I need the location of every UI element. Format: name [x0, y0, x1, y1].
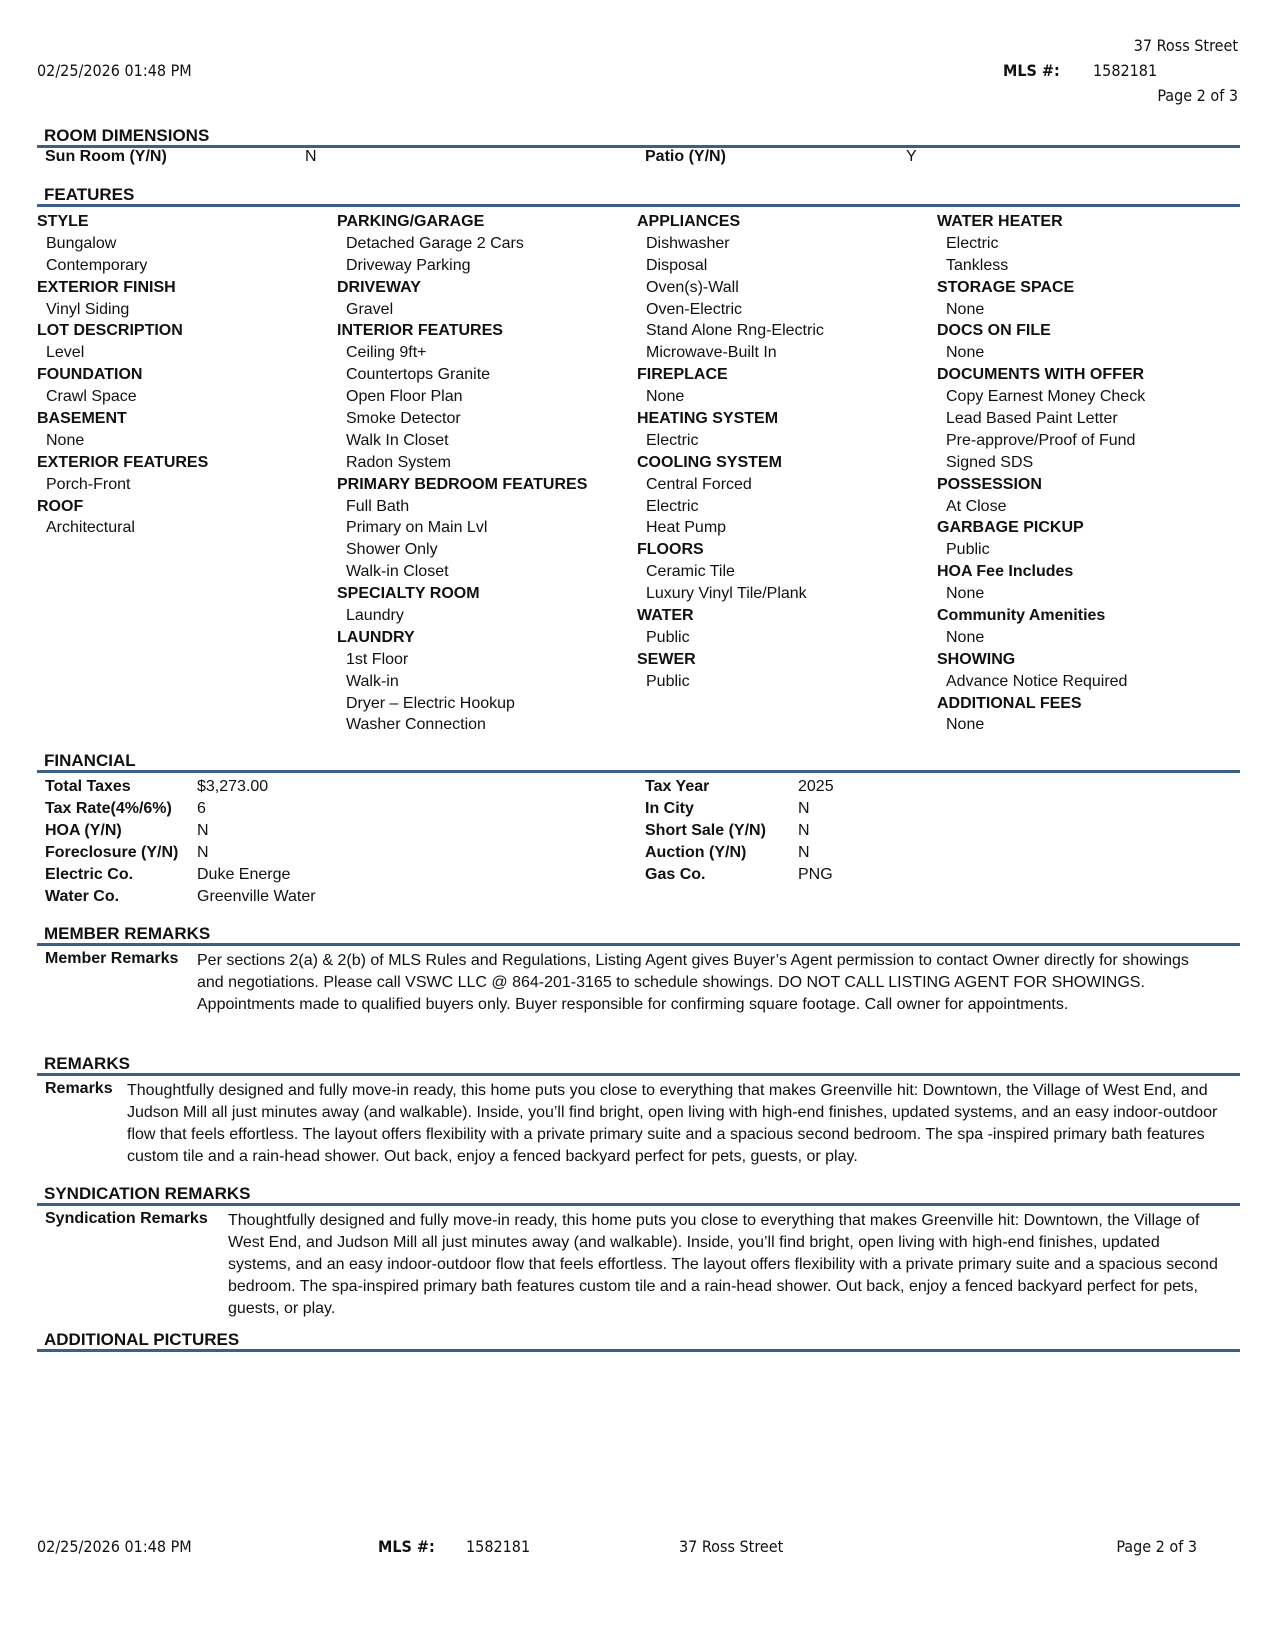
financial-label: Gas Co. — [645, 865, 706, 883]
feature-item: Bungalow — [46, 234, 117, 252]
feature-item: Level — [46, 344, 85, 362]
feature-category: POSSESSION — [937, 475, 1042, 493]
financial-value: 2025 — [798, 778, 834, 795]
feature-category: PARKING/GARAGE — [337, 213, 485, 230]
feature-item: Open Floor Plan — [346, 388, 463, 406]
room-dimensions-rule — [37, 145, 1240, 148]
feature-item: 1st Floor — [346, 650, 409, 668]
feature-item: Oven-Electric — [646, 300, 743, 318]
feature-item: Gravel — [346, 300, 394, 318]
feature-item: Electric — [646, 431, 699, 449]
financial-value: N — [798, 843, 810, 861]
feature-category: SPECIALTY ROOM — [337, 585, 480, 603]
feature-item: Heat Pump — [646, 519, 727, 537]
financial-value: Greenville Water — [197, 887, 316, 905]
financial-label: Water Co. — [45, 887, 120, 905]
feature-item: Dishwasher — [646, 234, 730, 252]
feature-item: Oven(s)-Wall — [646, 278, 739, 296]
footer-page: Page 2 of 3 — [1116, 1537, 1197, 1556]
header-page: Page 2 of 3 — [1157, 86, 1238, 105]
feature-item: None — [946, 585, 985, 603]
financial-label: In City — [645, 799, 694, 817]
feature-item: Detached Garage 2 Cars — [346, 234, 524, 252]
feature-category: WATER — [637, 607, 694, 625]
feature-category: LAUNDRY — [337, 628, 415, 646]
feature-category: BASEMENT — [37, 410, 127, 428]
financial-value: N — [798, 821, 810, 839]
sun-room-value: N — [305, 148, 317, 165]
feature-item: Central Forced — [646, 475, 752, 493]
feature-item: Crawl Space — [46, 388, 137, 406]
feature-category: APPLIANCES — [637, 213, 741, 230]
feature-item: Luxury Vinyl Tile/Plank — [646, 585, 807, 603]
feature-item: None — [646, 388, 685, 406]
feature-item: Walk In Closet — [346, 431, 449, 449]
member-remarks-title: MEMBER REMARKS — [44, 924, 211, 943]
financial-label: Foreclosure (Y/N) — [45, 843, 179, 861]
feature-category: EXTERIOR FINISH — [37, 278, 176, 296]
remarks-title: REMARKS — [44, 1054, 130, 1073]
feature-item: Driveway Parking — [346, 256, 471, 274]
sun-room-label: Sun Room (Y/N) — [45, 148, 167, 165]
header-timestamp: 02/25/2026 01:48 PM — [37, 61, 192, 80]
features-title: FEATURES — [44, 185, 135, 204]
feature-category: GARBAGE PICKUP — [937, 519, 1084, 537]
syndication-remarks-rule — [37, 1203, 1240, 1206]
feature-category: WATER HEATER — [937, 213, 1063, 230]
feature-category: DOCS ON FILE — [937, 322, 1051, 340]
additional-pictures-title: ADDITIONAL PICTURES — [44, 1330, 240, 1349]
feature-item: Countertops Granite — [346, 366, 491, 384]
financial-value: 6 — [197, 799, 206, 817]
footer-address: 37 Ross Street — [679, 1537, 784, 1556]
feature-category: COOLING SYSTEM — [637, 453, 782, 471]
feature-item: Primary on Main Lvl — [346, 519, 488, 537]
features-rule — [37, 204, 1240, 207]
feature-category: STYLE — [37, 213, 89, 230]
feature-item: Walk-in Closet — [346, 563, 449, 581]
remarks-text: Thoughtfully designed and fully move-in ready, this home puts you close to everything that makes Greenville hit: Downtown, the Village of West End, and Judson Mill all just minutes away (and walkable). Inside, you’ll find bright, open living with high-end finishes, updated systems, and an easy indoor-outdoor flow that feels effortless. The layout offers flexibility with a private primary suite and a spacious second bedroom. The spa -inspired primary bath features custom tile and a rain-head shower. Out back, enjoy a fenced backyard perfect for pets, guests, or play. — [127, 1082, 1218, 1165]
feature-item: Lead Based Paint Letter — [946, 410, 1118, 428]
feature-item: Microwave-Built In — [646, 344, 777, 362]
feature-item: Public — [646, 628, 690, 646]
feature-category: ADDITIONAL FEES — [937, 694, 1082, 712]
feature-item: Contemporary — [46, 256, 148, 274]
feature-item: Pre-approve/Proof of Fund — [946, 431, 1136, 449]
feature-category: FOUNDATION — [37, 366, 143, 384]
feature-item: Stand Alone Rng-Electric — [646, 322, 824, 340]
feature-item: Full Bath — [346, 497, 410, 515]
remarks-rule — [37, 1073, 1240, 1076]
feature-category: Community Amenities — [937, 607, 1106, 625]
feature-item: Disposal — [646, 256, 708, 274]
header-mls-number: 1582181 — [1093, 61, 1158, 80]
feature-category: DOCUMENTS WITH OFFER — [937, 366, 1145, 384]
feature-category: HEATING SYSTEM — [637, 410, 779, 428]
feature-item: Copy Earnest Money Check — [946, 388, 1146, 406]
feature-item: Walk-in — [346, 672, 399, 690]
feature-item: Ceramic Tile — [646, 563, 735, 581]
feature-item: Ceiling 9ft+ — [346, 344, 427, 362]
header-mls-label: MLS #: — [1003, 61, 1060, 80]
feature-item: Signed SDS — [946, 453, 1034, 471]
feature-category: DRIVEWAY — [337, 278, 421, 296]
syndication-remarks-label: Syndication Remarks — [45, 1210, 208, 1227]
feature-item: Laundry — [346, 607, 404, 625]
feature-item: Radon System — [346, 453, 451, 471]
feature-item: None — [46, 431, 85, 449]
feature-category: STORAGE SPACE — [937, 278, 1075, 296]
feature-category: INTERIOR FEATURES — [337, 322, 503, 340]
feature-category: ROOF — [37, 497, 84, 515]
patio-label: Patio (Y/N) — [645, 148, 726, 165]
feature-item: Electric — [946, 234, 999, 252]
syndication-remarks-text: Thoughtfully designed and fully move-in ready, this home puts you close to everything that makes Greenville hit: Downtown, the Village of West End, and Judson Mill all just minutes away (and walkable). Inside, you’ll find bright, open living with high-end finishes, updated systems, and an easy indoor-outdoor flow that feels effortless. The layout offers flexibility with a private primary suite and a spacious second bedroom. The spa-inspired primary bath features custom tile and a rain-head shower. Out back, enjoy a fenced backyard perfect for pets, guests, or play. — [228, 1212, 1218, 1317]
financial-value: Duke Energe — [197, 865, 291, 883]
member-remarks-label: Member Remarks — [45, 950, 179, 967]
financial-value: $3,273.00 — [197, 778, 269, 795]
financial-label: HOA (Y/N) — [45, 821, 122, 839]
feature-item: Dryer – Electric Hookup — [346, 694, 515, 712]
feature-item: None — [946, 716, 985, 734]
feature-item: Shower Only — [346, 541, 438, 559]
member-remarks-text: Per sections 2(a) & 2(b) of MLS Rules and Regulations, Listing Agent gives Buyer’s Agent permission to contact Owner directly for showings and negotiations. Please call VSWC LLC @ 864-201-3165 to schedule showings. DO NOT CALL LISTING AGENT FOR SHOWINGS. Appointments made to qualified buyers only. Buyer responsible for confirming square footage. Call owner for appointments. — [197, 952, 1189, 1013]
financial-value: N — [197, 843, 209, 861]
footer-mls-label: MLS #: — [378, 1537, 435, 1556]
financial-value: N — [798, 799, 810, 817]
feature-item: Public — [946, 541, 990, 559]
feature-category: SHOWING — [937, 650, 1016, 668]
financial-label: Tax Year — [645, 778, 710, 795]
room-dimensions-title: ROOM DIMENSIONS — [44, 126, 210, 145]
features-column-1 — [37, 211, 332, 539]
feature-item: Porch-Front — [46, 475, 131, 493]
feature-category: SEWER — [637, 650, 696, 668]
financial-rule — [37, 770, 1240, 773]
feature-item: None — [946, 628, 985, 646]
feature-category: EXTERIOR FEATURES — [37, 453, 209, 471]
financial-label: Tax Rate(4%/6%) — [45, 799, 172, 817]
feature-item: Washer Connection — [346, 716, 486, 734]
feature-item: None — [946, 344, 985, 362]
feature-category: HOA Fee Includes — [937, 563, 1074, 581]
feature-item: Tankless — [946, 256, 1009, 274]
feature-category: LOT DESCRIPTION — [37, 322, 183, 340]
financial-value: PNG — [798, 865, 833, 883]
footer-mls-number: 1582181 — [466, 1537, 531, 1556]
feature-item: Electric — [646, 497, 699, 515]
footer-timestamp: 02/25/2026 01:48 PM — [37, 1537, 192, 1556]
features-column-3 — [637, 211, 932, 693]
financial-label: Electric Co. — [45, 865, 134, 883]
features-column-4 — [937, 211, 1232, 736]
feature-item: Smoke Detector — [346, 410, 461, 428]
remarks-label: Remarks — [45, 1080, 113, 1097]
feature-item: Advance Notice Required — [946, 672, 1128, 690]
feature-item: Public — [646, 672, 690, 690]
feature-item: At Close — [946, 497, 1007, 515]
financial-label: Auction (Y/N) — [645, 843, 747, 861]
financial-label: Short Sale (Y/N) — [645, 821, 766, 839]
feature-category: FLOORS — [637, 541, 704, 559]
feature-item: None — [946, 300, 985, 318]
syndication-remarks-title: SYNDICATION REMARKS — [44, 1184, 251, 1203]
features-column-2 — [337, 211, 632, 736]
financial-label: Total Taxes — [45, 778, 131, 795]
feature-item: Architectural — [46, 519, 135, 537]
header-address: 37 Ross Street — [1133, 36, 1238, 55]
feature-item: Vinyl Siding — [46, 300, 130, 318]
feature-category: PRIMARY BEDROOM FEATURES — [337, 475, 588, 493]
financial-value: N — [197, 821, 209, 839]
patio-value: Y — [906, 148, 917, 165]
member-remarks-rule — [37, 943, 1240, 946]
financial-title: FINANCIAL — [44, 751, 136, 770]
feature-category: FIREPLACE — [637, 366, 728, 384]
additional-pictures-rule — [37, 1349, 1240, 1352]
